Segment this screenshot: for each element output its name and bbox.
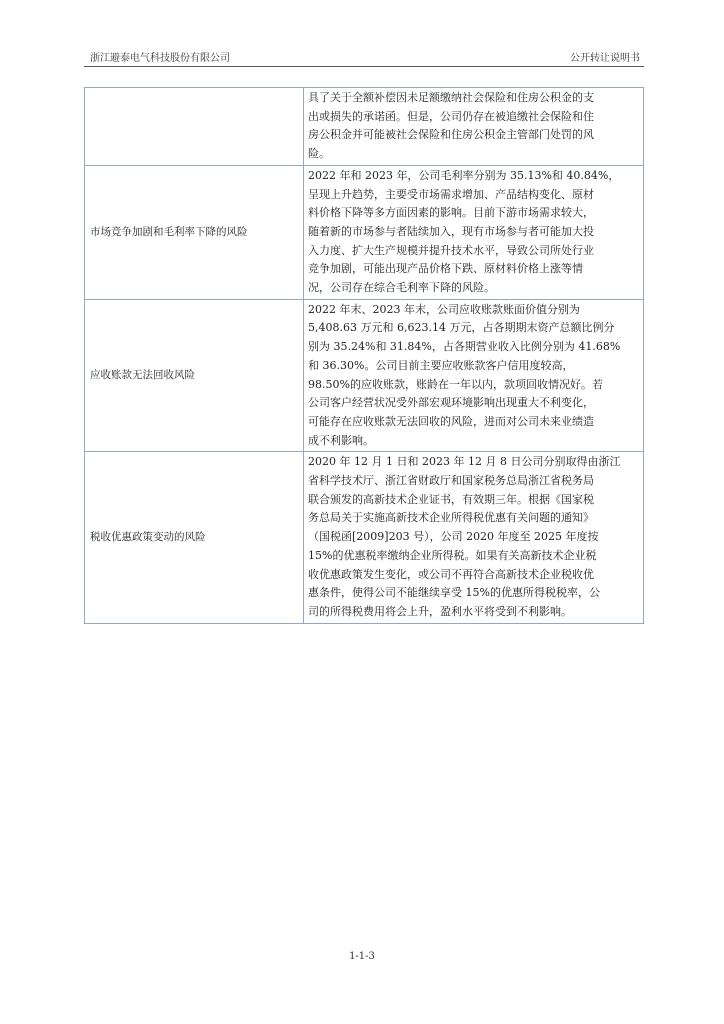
- table-row: [85, 452, 644, 623]
- text-line: 随着新的市场参与者陆续加入，现有市场参与者可能加大投: [308, 224, 594, 238]
- text-line: 别为 35.24%和 31.84%，占各期营业收入比例分别为 41.68%: [308, 340, 621, 354]
- risk-table: [84, 87, 644, 624]
- text-line: 联合颁发的高新技术企业证书，有效期三年。根据《国家税: [308, 492, 594, 506]
- risk-description-cell: [304, 452, 644, 623]
- page-number: 1-1-3: [349, 951, 375, 962]
- text-line: 98.50%的应收账款，账龄在一年以内，款项回收情况好。若: [308, 377, 603, 391]
- text-line: 险。: [308, 147, 330, 161]
- text-line: 料价格下降等多方面因素的影响。目前下游市场需求较大，: [308, 206, 594, 220]
- text-line: 入力度、扩大生产规模并提升技术水平，导致公司所处行业: [308, 243, 594, 257]
- table-row: [85, 165, 644, 299]
- text-line: 收优惠政策发生变化，或公司不再符合高新技术企业税收优: [308, 567, 594, 581]
- text-line: 15%的优惠税率缴纳企业所得税。如果有关高新技术企业税: [308, 548, 597, 562]
- document-title: 公开转让说明书: [570, 53, 640, 64]
- risk-name-cell: 税收优惠政策变动的风险: [85, 452, 304, 623]
- text-line: 惠条件，使得公司不能继续享受 15%的优惠所得税税率，公: [308, 586, 600, 600]
- text-line: 竞争加剧，可能出现产品价格下跌、原材料价格上涨等情: [308, 262, 583, 276]
- text-line: 2022 年和 2023 年，公司毛利率分别为 35.13%和 40.84%，: [308, 168, 620, 182]
- text-line: 省科学技术厅、浙江省财政厅和国家税务总局浙江省税务局: [308, 474, 594, 488]
- text-line: 房公积金并可能被社会保险和住房公积金主管部门处罚的风: [308, 128, 594, 142]
- text-line: 出或损失的承诺函。但是，公司仍存在被追缴社会保险和住: [308, 109, 594, 123]
- text-line: （国税函[2009]203 号），公司 2020 年度至 2025 年度按: [308, 530, 599, 544]
- text-line: 务总局关于实施高新技术企业所得税优惠有关问题的通知》: [308, 511, 594, 525]
- risk-name-cell: [85, 88, 304, 166]
- text-line: 成不利影响。: [308, 433, 374, 447]
- table-row: [85, 299, 644, 452]
- risk-name-cell: 应收账款无法回收风险: [85, 299, 304, 452]
- risk-description-cell: [304, 88, 644, 166]
- text-line: 具了关于全额补偿因未足额缴纳社会保险和住房公积金的支: [308, 91, 594, 104]
- page-header: [84, 51, 644, 67]
- text-line: 和 36.30%。公司目前主要应收账款客户信用度较高，: [308, 358, 574, 372]
- risk-description-cell: [304, 299, 644, 452]
- text-line: 呈现上升趋势，主要受市场需求增加、产品结构变化、原材: [308, 187, 594, 201]
- company-name: 浙江避泰电气科技股份有限公司: [90, 53, 230, 64]
- text-line: 5,408.63 万元和 6,623.14 万元，占各期期末资产总额比例分: [308, 321, 615, 335]
- text-line: 司的所得税费用将会上升，盈利水平将受到不利影响。: [308, 604, 572, 618]
- text-line: 可能存在应收账款无法回收的风险，进而对公司未来业绩造: [308, 414, 594, 428]
- text-line: 况，公司存在综合毛利率下降的风险。: [308, 281, 495, 295]
- text-line: 2020 年 12 月 1 日和 2023 年 12 月 8 日公司分别取得由浙江: [308, 455, 621, 469]
- table-row: [85, 88, 644, 166]
- text-line: 2022 年末、2023 年末，公司应收账款账面价值分别为: [308, 302, 580, 316]
- text-line: 公司客户经营状况受外部宏观环境影响出现重大不利变化，: [308, 396, 594, 410]
- risk-description-cell: [304, 165, 644, 299]
- risk-name-cell: 市场竞争加剧和毛利率下降的风险: [85, 165, 304, 299]
